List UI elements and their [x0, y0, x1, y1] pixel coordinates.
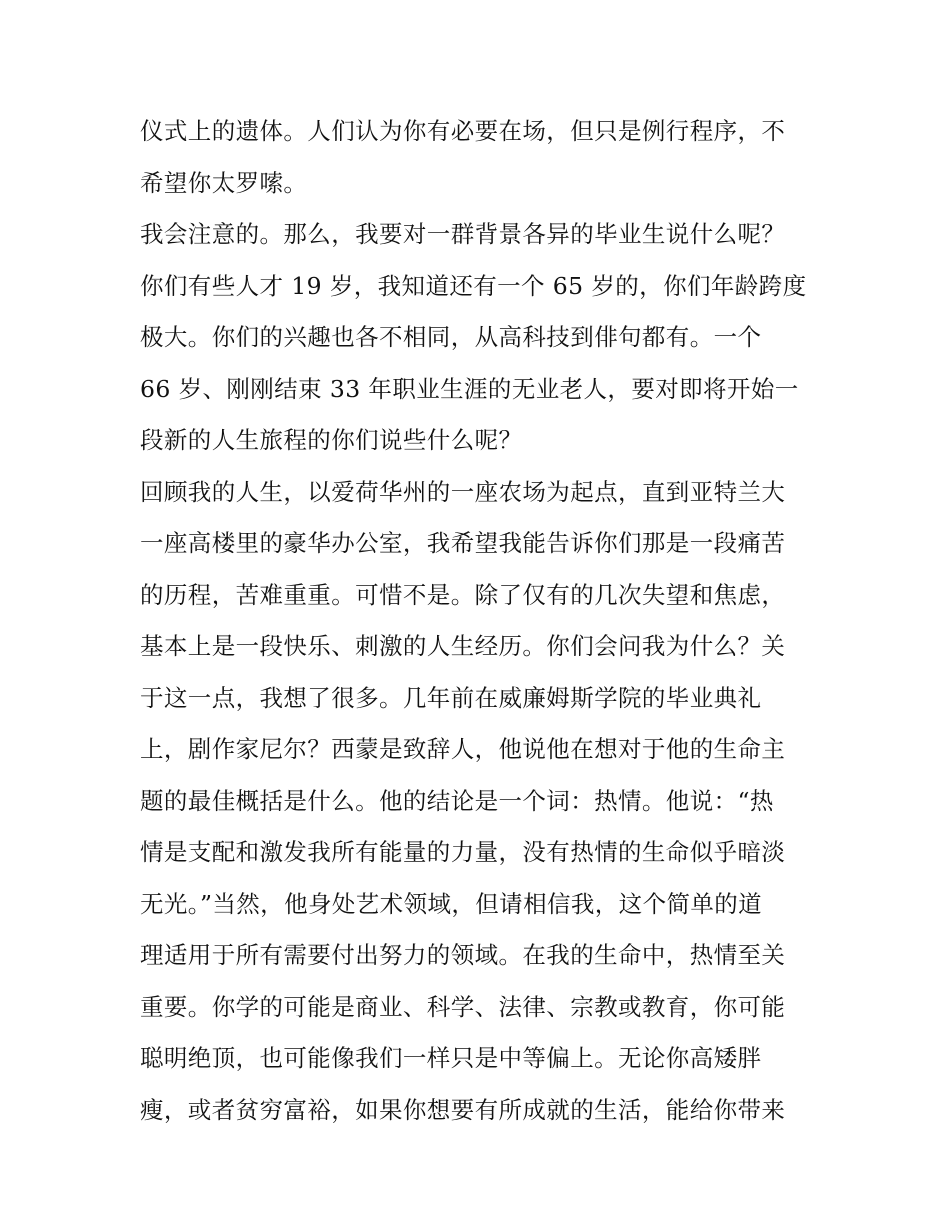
text-line: 希望你太罗嗦。	[140, 168, 308, 197]
text-line: 聪明绝顶，也可能像我们一样只是中等偏上。无论你高矮胖	[140, 1044, 762, 1072]
text-line: 无光。”当然，他身处艺术领域，但请相信我，这个简单的道	[140, 889, 763, 918]
text-line: 瘦，或者贫穷富裕，如果你想要有所成就的生活，能给你带来	[140, 1095, 786, 1124]
body-text	[140, 106, 820, 1136]
text-line: 的历程，苦难重重。可惜不是。除了仅有的几次失望和焦虑，	[140, 580, 786, 609]
text-line: 题的最佳概括是什么。他的结论是一个词：热情。他说：“热	[140, 786, 774, 815]
text-line: 仪式上的遗体。人们认为你有必要在场，但只是例行程序，不	[140, 117, 786, 145]
text-line: 回顾我的人生，以爱荷华州的一座农场为起点，直到亚特兰大	[140, 477, 786, 506]
text-line: 一座高楼里的豪华办公室，我希望我能告诉你们那是一段痛苦	[140, 529, 786, 557]
text-line: 基本上是一段快乐、刺激的人生经历。你们会问我为什么？关	[140, 632, 786, 660]
text-line: 于这一点，我想了很多。几年前在威廉姆斯学院的毕业典礼	[140, 683, 762, 712]
text-line: 理适用于所有需要付出努力的领域。在我的生命中，热情至关	[140, 941, 786, 969]
text-line: 66 岁、刚刚结束 33 年职业生涯的无业老人，要对即将开始一	[140, 374, 799, 403]
text-line: 上，剧作家尼尔？西蒙是致辞人，他说他在想对于他的生命主	[140, 735, 786, 763]
text-line: 极大。你们的兴趣也各不相同，从高科技到俳句都有。一个	[140, 323, 762, 351]
text-line: 重要。你学的可能是商业、科学、法律、宗教或教育，你可能	[140, 992, 786, 1021]
text-line: 情是支配和激发我所有能量的力量，没有热情的生命似乎暗淡	[140, 838, 786, 866]
text-line: 我会注意的。那么，我要对一群背景各异的毕业生说什么呢？	[140, 220, 786, 248]
text-line: 你们有些人才 19 岁，我知道还有一个 65 岁的，你们年龄跨度	[140, 271, 807, 300]
text-line: 段新的人生旅程的你们说些什么呢？	[140, 426, 523, 454]
